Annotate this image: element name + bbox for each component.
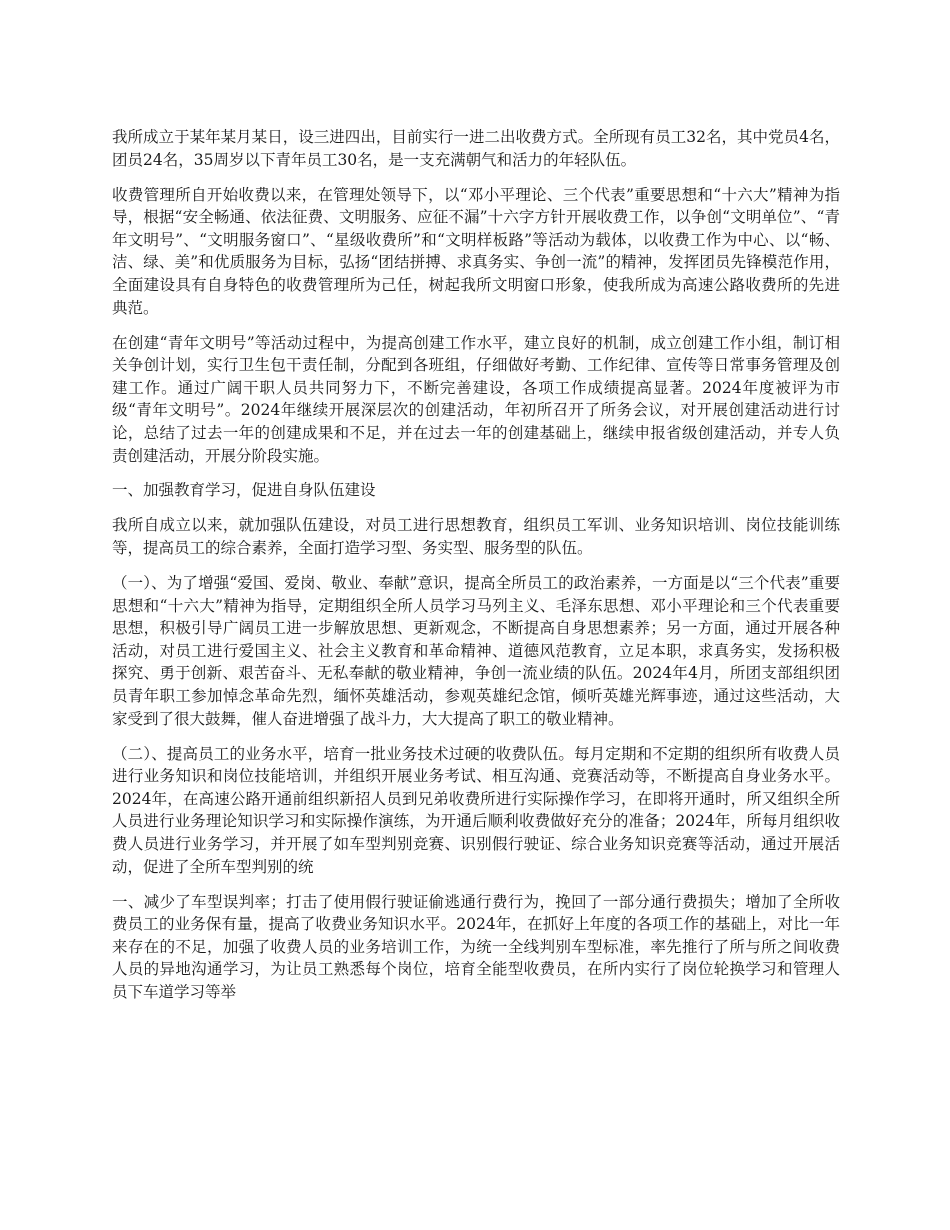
paragraph-team-building: 我所自成立以来，就加强队伍建设，对员工进行思想教育，组织员工军训、业务知识培训、岗位技能训练等，提高员工的综合素养，全面打造学习型、务实型、服务型的队伍。	[112, 516, 840, 558]
paragraph-item-two: （二）、提高员工的业务水平，培育一批业务技术过硬的收费队伍。每月定期和不定期的组织所有收费人员进行业务知识和岗位技能培训，并组织开展业务考试、相互沟通、竞赛活动等，不断提高自身业务水平。2024年，在高速公路开通前组织新招人员到兄弟收费所进行实际操作学习，在即将开通时，所又组织全所人员进行业务理论知识学习和实际操作演练，为开通后顺利收费做好充分的准备；2024年，所每月组织收费人员进行业务学习，并开展了如车型判别竞赛、识别假行驶证、综合业务知识竞赛等活动，通过开展活动，促进了全所车型判别的统	[112, 744, 840, 876]
document-body	[112, 126, 840, 1016]
paragraph-intro: 我所成立于某年某月某日，设三进四出，目前实行一进二出收费方式。全所现有员工32名，其中党员4名，团员24名，35周岁以下青年员工30名，是一支充满朝气和活力的年轻队伍。	[112, 128, 840, 169]
paragraph-results: 一、减少了车型误判率；打击了使用假行驶证偷逃通行费行为，挽回了一部分通行费损失；增加了全所收费员工的业务保有量，提高了收费业务知识水平。2024年，在抓好上年度的各项工作的基础上，对比一年来存在的不足，加强了收费人员的业务培训工作，为统一全线判别车型标准，率先推行了所与所之间收费人员的异地沟通学习，为让员工熟悉每个岗位，培育全能型收费员，在所内实行了岗位轮换学习和管理人员下车道学习等举	[112, 892, 840, 1001]
paragraph-creation: 在创建“青年文明号”等活动过程中，为提高创建工作水平，建立良好的机制，成立创建工作小组，制订相关争创计划，实行卫生包干责任制，分配到各班组，仔细做好考勤、工作纪律、宣传等日常事务管理及创建工作。通过广阔干职人员共同努力下，不断完善建设，各项工作成绩提高显著。2024年度被评为市级“青年文明号”。2024年继续开展深层次的创建活动，年初所召开了所务会议，对开展创建活动进行讨论，总结了过去一年的创建成果和不足，并在过去一年的创建基础上，继续申报省级创建活动，并专人负责创建活动，开展分阶段实施。	[112, 333, 840, 465]
section-heading-education: 一、加强教育学习，促进自身队伍建设	[112, 481, 376, 500]
paragraph-management: 收费管理所自开始收费以来，在管理处领导下，以“邓小平理论、三个代表”重要思想和“十六大”精神为指导，根据“安全畅通、依法征费、文明服务、应征不漏”十六字方针开展收费工作，以争创“文明单位”、“青年文明号”、“文明服务窗口”、“星级收费所”和“文明样板路”等活动为载体，以收费工作为中心、以“畅、洁、绿、美”和优质服务为目标，弘扬“团结拼搏、求真务实、争创一流”的精神，发挥团员先锋模范作用，全面建设具有自身特色的收费管理所为己任，树起我所文明窗口形象，使我所成为高速公路收费所的先进典范。	[112, 185, 840, 317]
paragraph-item-one: （一）、为了增强“爱国、爱岗、敬业、奉献”意识，提高全所员工的政治素养，一方面是以“三个代表”重要思想和“十六大”精神为指导，定期组织全所人员学习马列主义、毛泽东思想、邓小平理论和三个代表重要思想，积极引导广阔员工进一步解放思想、更新观念，不断提高自身思想素养；另一方面，通过开展各种活动，对员工进行爱国主义、社会主义教育和革命精神、道德风范教育，立足本职，求真务实，发扬积极探究、勇于创新、艰苦奋斗、无私奉献的敬业精神，争创一流业绩的队伍。2024年4月，所团支部组织团员青年职工参加悼念革命先烈，缅怀英雄活动，参观英雄纪念馆，倾听英雄光辉事迹，通过这些活动，大家受到了很大鼓舞，催人奋进增强了战斗力，大大提高了职工的敬业精神。	[112, 574, 840, 728]
